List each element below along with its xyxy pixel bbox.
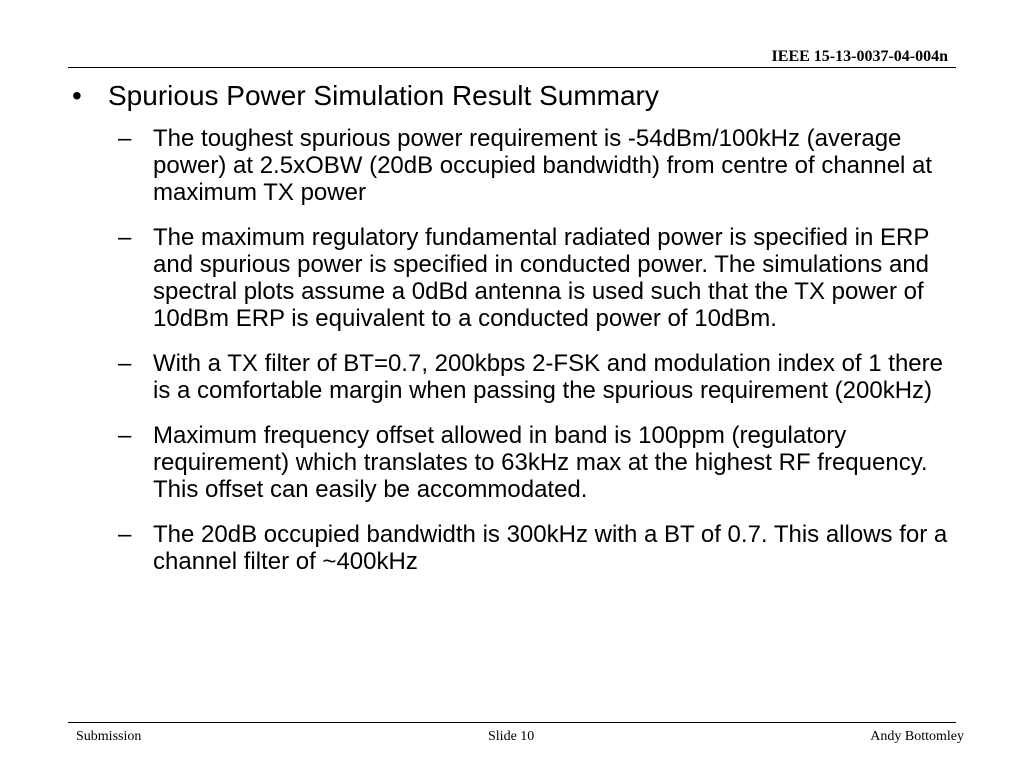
sub-bullet-text: The maximum regulatory fundamental radiated power is specified in ERP and spurious power is specified in conducted power. The simulations and spectral plots assume a 0dBd antenna is used such that the TX power of 10dBm ERP is equivalent to a conducted power of 10dBm. bbox=[153, 224, 930, 332]
slide-body bbox=[72, 78, 952, 593]
footer-divider bbox=[68, 722, 956, 723]
footer-author: Andy Bottomley bbox=[870, 729, 964, 744]
sub-bullet-list bbox=[72, 125, 952, 575]
bullet-icon: • bbox=[72, 80, 82, 111]
dash-icon: – bbox=[118, 125, 132, 152]
dash-icon: – bbox=[118, 521, 132, 548]
dash-icon: – bbox=[118, 224, 132, 251]
document-id: IEEE 15-13-0037-04-004n bbox=[771, 48, 948, 65]
dash-icon: – bbox=[118, 350, 132, 377]
sub-bullet-item bbox=[72, 350, 950, 404]
sub-bullet-item bbox=[72, 521, 950, 575]
sub-bullet-item bbox=[72, 224, 950, 332]
main-bullet bbox=[72, 78, 952, 114]
sub-bullet-item bbox=[72, 125, 950, 206]
sub-bullet-item bbox=[72, 422, 950, 503]
sub-bullet-text: The 20dB occupied bandwidth is 300kHz with a BT of 0.7. This allows for a channel filter of ~400kHz bbox=[153, 521, 948, 575]
sub-bullet-text: With a TX filter of BT=0.7, 200kbps 2-FSK and modulation index of 1 there is a comfortable margin when passing the spurious requirement (200kHz) bbox=[153, 350, 943, 404]
footer-submission: Submission bbox=[76, 729, 142, 744]
sub-bullet-text: Maximum frequency offset allowed in band is 100ppm (regulatory requirement) which translates to 63kHz max at the highest RF frequency. This offset can easily be accommodated. bbox=[153, 422, 928, 503]
header-divider bbox=[68, 67, 956, 68]
footer-slide-number: Slide 10 bbox=[488, 729, 535, 744]
sub-bullet-text: The toughest spurious power requirement is -54dBm/100kHz (average power) at 2.5xOBW (20dB occupied bandwidth) from centre of channel at maximum TX power bbox=[153, 125, 933, 206]
bullet-title: Spurious Power Simulation Result Summary bbox=[108, 80, 659, 111]
dash-icon: – bbox=[118, 422, 132, 449]
